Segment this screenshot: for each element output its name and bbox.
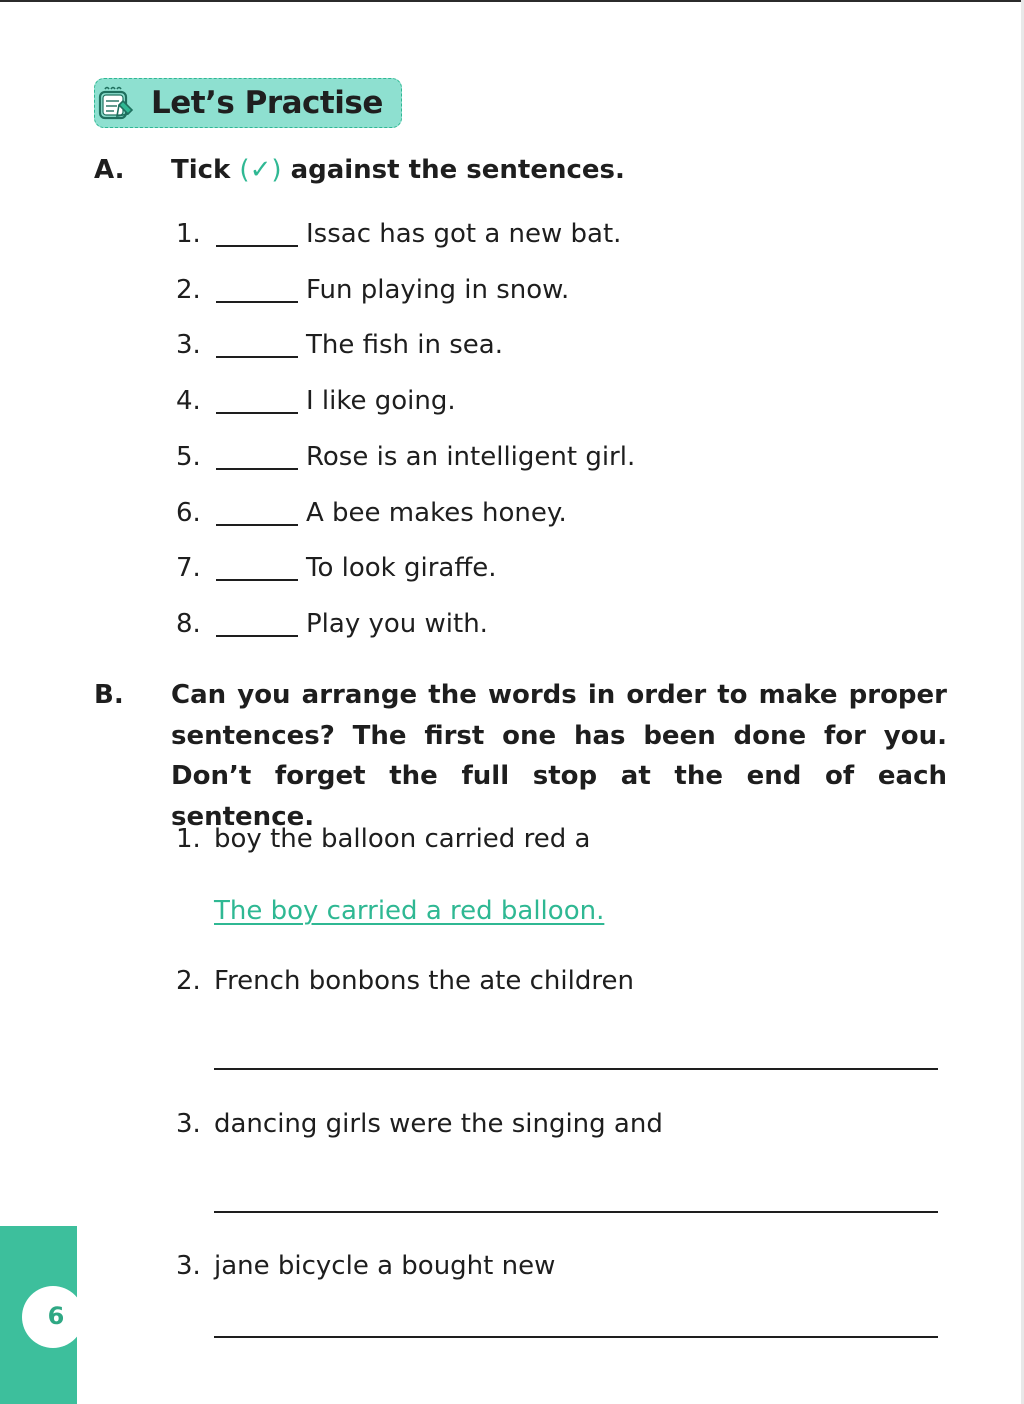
list-item	[176, 1107, 663, 1141]
item-sentence: The fish in sea.	[306, 330, 503, 360]
lets-practise-badge	[94, 78, 402, 128]
section-heading: Let’s Practise	[151, 85, 383, 121]
top-border	[0, 0, 1024, 2]
item-number: 2.	[176, 966, 201, 996]
item-sentence: To look giraffe.	[306, 553, 497, 583]
item-sentence: I like going.	[306, 386, 456, 416]
list-item	[176, 440, 816, 474]
item-number: 3.	[176, 330, 201, 360]
item-number: 3.	[176, 1109, 201, 1139]
jumbled-words: jane bicycle a bought new	[214, 1251, 556, 1281]
notepad-pencil-icon	[97, 83, 137, 123]
answer-line[interactable]	[214, 1336, 938, 1338]
item-sentence: Play you with.	[306, 609, 488, 639]
page-number: 6	[47, 1302, 65, 1330]
list-item	[176, 217, 816, 251]
item-number: 3.	[176, 1251, 201, 1281]
list-item	[176, 384, 816, 418]
list-item	[176, 551, 816, 585]
list-item	[176, 328, 816, 362]
list-item	[176, 273, 816, 307]
jumbled-words: boy the balloon carried red a	[214, 824, 591, 854]
tick-blank[interactable]	[216, 468, 298, 470]
instruction-tick-word: Tick	[171, 155, 231, 185]
example-answer: The boy carried a red balloon.	[214, 896, 605, 926]
item-sentence: A bee makes honey.	[306, 498, 567, 528]
item-sentence: Issac has got a new bat.	[306, 219, 622, 249]
tick-blank[interactable]	[216, 524, 298, 526]
jumbled-words: French bonbons the ate children	[214, 966, 634, 996]
item-number: 7.	[176, 553, 201, 583]
tick-blank[interactable]	[216, 635, 298, 637]
tick-blank[interactable]	[216, 356, 298, 358]
item-number: 1.	[176, 219, 201, 249]
list-item	[176, 496, 816, 530]
list-item	[176, 607, 816, 641]
item-sentence: Rose is an intelligent girl.	[306, 442, 636, 472]
list-item	[176, 822, 590, 856]
item-number: 1.	[176, 824, 201, 854]
item-number: 5.	[176, 442, 201, 472]
answer-line[interactable]	[214, 1211, 938, 1213]
tick-mark-symbol: (✓)	[239, 155, 282, 185]
list-item	[176, 964, 634, 998]
tick-blank[interactable]	[216, 579, 298, 581]
item-number: 8.	[176, 609, 201, 639]
jumbled-words: dancing girls were the singing and	[214, 1109, 663, 1139]
section-a-instruction	[171, 154, 625, 186]
tick-blank[interactable]	[216, 301, 298, 303]
item-number: 6.	[176, 498, 201, 528]
section-a-letter: A.	[94, 155, 125, 185]
item-number: 4.	[176, 386, 201, 416]
item-number: 2.	[176, 275, 201, 305]
tick-blank[interactable]	[216, 412, 298, 414]
instruction-rest: against the sentences.	[290, 155, 625, 185]
section-b-letter: B.	[94, 680, 124, 710]
tick-blank[interactable]	[216, 245, 298, 247]
item-sentence: Fun playing in snow.	[306, 275, 570, 305]
section-b-instruction: Can you arrange the words in order to make proper sentences? The first one has been done for you. Don’t forget the full stop at the end of each sentence.	[171, 680, 947, 832]
list-item	[176, 1249, 555, 1283]
answer-line[interactable]	[214, 1068, 938, 1070]
